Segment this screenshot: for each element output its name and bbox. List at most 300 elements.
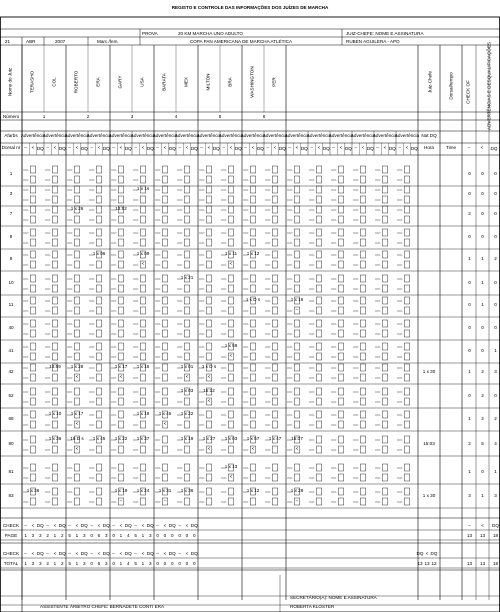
summary-cell: DQ: [146, 523, 154, 528]
warning-entry: <: [185, 374, 189, 379]
entry-box: [272, 206, 277, 213]
entry-box: [118, 186, 123, 193]
dash-label: –: [332, 145, 335, 150]
judge-number: 3: [130, 114, 134, 119]
warning-entry: 15:12: [203, 388, 215, 393]
entry-box: [184, 464, 189, 471]
entry-box: [162, 353, 167, 360]
entry-box: [382, 320, 387, 327]
entry-box: [272, 239, 277, 246]
entry-box: [52, 229, 57, 236]
entry-box: [404, 297, 409, 304]
judge-name: GARY: [117, 75, 123, 89]
entry-box: [382, 411, 387, 418]
dorsal-number: 7: [9, 211, 13, 216]
entry-box: [316, 353, 321, 360]
entry-box: [338, 330, 343, 337]
entry-box: [184, 498, 189, 505]
entry-box: [74, 398, 79, 405]
summary-cell: 0: [185, 561, 189, 566]
entry-box: [30, 446, 35, 453]
check-of-value: 0: [468, 171, 471, 176]
entry-box: [206, 297, 211, 304]
dorsal-tempo-label: Dorsal/tempo: [448, 72, 454, 100]
entry-box: [162, 196, 167, 203]
entry-box: [250, 261, 255, 268]
entry-box: [338, 446, 343, 453]
dorsal-number: 1: [9, 171, 13, 176]
entry-box: [206, 353, 211, 360]
entry-box: [96, 474, 101, 481]
entry-box: [228, 186, 233, 193]
entry-box: [272, 498, 277, 505]
warning-entry: –: [119, 498, 123, 503]
prova-label: PROVA: [142, 31, 158, 36]
entry-box: [404, 464, 409, 471]
entry-box: [360, 320, 365, 327]
summary-check-cell: 18: [492, 561, 499, 566]
warning-entry: 1 x 22: [180, 411, 194, 416]
entry-box: [316, 374, 321, 381]
entry-box: [206, 307, 211, 314]
entry-box: [294, 411, 299, 418]
entry-box: [250, 320, 255, 327]
entry-box: [360, 166, 365, 173]
entry-box: [228, 374, 233, 381]
prova-value: 20 KM MARCHA UNO ADULTO: [178, 31, 243, 36]
entry-box: [228, 320, 233, 327]
entry-box: [316, 464, 321, 471]
entry-box: [272, 446, 277, 453]
entry-box: [404, 488, 409, 495]
summary-cell: 0: [156, 561, 159, 566]
summary-cell: 1: [141, 533, 145, 538]
summary-cell: <: [97, 551, 101, 556]
summary-cell: 4: [126, 561, 130, 566]
check-of-value: 2: [468, 441, 471, 446]
dorsal-number: 10: [8, 280, 14, 285]
advertencia-label: Advertência: [130, 133, 156, 138]
check-of-value: 1: [481, 493, 484, 498]
entry-box: [272, 285, 277, 292]
check-of-value: 1: [468, 256, 471, 261]
summary-cell: –: [134, 551, 137, 556]
entry-box: [404, 206, 409, 213]
entry-box: [228, 275, 233, 282]
entry-box: [250, 474, 255, 481]
entry-box: [52, 330, 57, 337]
entry-box: [30, 330, 35, 337]
entry-box: [382, 206, 387, 213]
dash-label: –: [310, 145, 313, 150]
entry-box: [52, 488, 57, 495]
entry-box: [360, 421, 365, 428]
entry-box: [404, 320, 409, 327]
check-of-value: 2: [481, 416, 484, 421]
lt-label: <: [383, 145, 387, 150]
warning-entry: <: [229, 474, 233, 479]
warning-entry: 1 x 12: [246, 251, 260, 256]
warning-entry: <: [163, 421, 167, 426]
warning-entry: 1 x 12: [246, 488, 260, 493]
entry-box: [404, 474, 409, 481]
entry-box: [338, 464, 343, 471]
entry-box: [118, 398, 123, 405]
entry-box: [30, 285, 35, 292]
entry-box: [96, 421, 101, 428]
entry-box: [162, 343, 167, 350]
warning-entry: 1 x 21: [180, 275, 194, 280]
entry-box: [316, 176, 321, 183]
summary-cell: 1: [75, 561, 79, 566]
entry-box: [118, 176, 123, 183]
dorsal-number: 41: [8, 348, 14, 353]
summary-cell: DQ: [168, 551, 176, 556]
entry-box: [118, 411, 123, 418]
date-month: ABR: [26, 39, 36, 44]
entry-box: [96, 176, 101, 183]
entry-box: [250, 166, 255, 173]
dash-label: –: [200, 145, 203, 150]
entry-box: [52, 464, 57, 471]
entry-box: [272, 166, 277, 173]
summary-cell: <: [31, 523, 35, 528]
summary-cell: <: [185, 523, 189, 528]
warning-entry: <: [229, 353, 233, 358]
entry-box: [162, 239, 167, 246]
judge-number: 4: [174, 114, 178, 119]
afarbs-label: Afarbs: [4, 133, 18, 138]
entry-box: [338, 374, 343, 381]
entry-box: [316, 206, 321, 213]
entry-box: [404, 216, 409, 223]
entry-box: [162, 374, 167, 381]
lt-label: <: [119, 145, 123, 150]
warning-entry: 15:07: [291, 436, 303, 441]
entry-box: [382, 421, 387, 428]
entry-box: [206, 216, 211, 223]
summary-cell: 1: [119, 561, 123, 566]
entry-box: [250, 353, 255, 360]
summary-cell: 3: [38, 561, 42, 566]
check-of-value: 0: [481, 348, 484, 353]
entry-box: [404, 229, 409, 236]
entry-box: [206, 166, 211, 173]
entry-box: [52, 251, 57, 258]
dq-label: DQ: [58, 146, 66, 151]
entry-box: [316, 446, 321, 453]
entry-box: [206, 229, 211, 236]
summary-cell: –: [90, 523, 93, 528]
entry-box: [206, 186, 211, 193]
entry-box: [184, 330, 189, 337]
entry-box: [184, 446, 189, 453]
summary-cell: DQ: [80, 551, 88, 556]
entry-box: [316, 251, 321, 258]
entry-box: [184, 176, 189, 183]
check-of-value: 2: [468, 211, 471, 216]
entry-box: [404, 498, 409, 505]
summary-cell: 0: [170, 533, 174, 538]
entry-box: [338, 474, 343, 481]
judge-number: 1: [42, 114, 46, 119]
entry-box: [184, 251, 189, 258]
entry-box: [360, 216, 365, 223]
summary-cell: <: [53, 551, 57, 556]
entry-box: [74, 176, 79, 183]
entry-box: [96, 229, 101, 236]
warning-entry: 1 x 11: [224, 251, 238, 256]
entry-box: [52, 474, 57, 481]
entry-box: [338, 498, 343, 505]
summary-cell: 0: [170, 561, 174, 566]
entry-box: [250, 411, 255, 418]
entry-box: [338, 251, 343, 258]
advertencia-label: Advertência: [174, 133, 200, 138]
lt-label: <: [31, 145, 35, 150]
entry-box: [140, 206, 145, 213]
entry-box: [360, 498, 365, 505]
entry-box: [250, 498, 255, 505]
entry-box: [118, 388, 123, 395]
dorsal-number: 42: [8, 369, 14, 374]
warning-entry: 1 x 27: [202, 436, 216, 441]
chief-summary: DQ: [430, 551, 438, 556]
summary-cell: 6: [97, 533, 101, 538]
entry-box: [294, 464, 299, 471]
entry-box: [338, 364, 343, 371]
entry-box: [118, 275, 123, 282]
entry-box: [316, 285, 321, 292]
entry-box: [30, 239, 35, 246]
entry-box: [360, 464, 365, 471]
entry-box: [360, 275, 365, 282]
dash-label: –: [68, 145, 71, 150]
chief-summary: <: [425, 551, 429, 556]
entry-box: [228, 488, 233, 495]
entry-box: [360, 488, 365, 495]
entry-box: [316, 261, 321, 268]
warning-entry: <: [119, 374, 123, 379]
summary-cell: DQ: [190, 551, 198, 556]
chief-total: 13: [417, 561, 423, 566]
entry-box: [294, 374, 299, 381]
warning-entry: <: [75, 421, 79, 426]
summary-cell: <: [163, 551, 167, 556]
entry-box: [382, 374, 387, 381]
entry-box: [140, 374, 145, 381]
entry-box: [272, 251, 277, 258]
entry-box: [272, 261, 277, 268]
advertencia-label: Advertência: [372, 133, 398, 138]
entry-box: [382, 186, 387, 193]
summary-cell: 5: [134, 533, 137, 538]
summary-cell: –: [156, 523, 159, 528]
time-label: Time: [445, 145, 457, 150]
entry-box: [404, 275, 409, 282]
entry-box: [338, 261, 343, 268]
entry-box: [96, 343, 101, 350]
entry-box: [96, 364, 101, 371]
entry-box: [316, 275, 321, 282]
entry-box: [272, 297, 277, 304]
entry-box: [184, 297, 189, 304]
advertencia-label: Advertência: [108, 133, 134, 138]
entry-box: [228, 398, 233, 405]
entry-box: [316, 436, 321, 443]
dorsal-number: 81: [8, 469, 14, 474]
warning-entry: 1 x 15: [136, 364, 150, 369]
check-lt: <: [480, 145, 484, 150]
check-dash: –: [467, 145, 471, 150]
entry-box: [96, 166, 101, 173]
summary-cell: 6: [97, 561, 101, 566]
check-of-value: 1: [481, 302, 484, 307]
entry-box: [184, 343, 189, 350]
hora-label: Hora: [424, 145, 434, 150]
entry-box: [360, 330, 365, 337]
entry-box: [294, 364, 299, 371]
entry-box: [74, 196, 79, 203]
summary-check-cell: 13: [479, 561, 486, 566]
entry-box: [404, 364, 409, 371]
entry-box: [404, 446, 409, 453]
check-of-value: 5: [481, 441, 484, 446]
entry-box: [74, 166, 79, 173]
warning-entry: <: [207, 374, 211, 379]
entry-box: [250, 374, 255, 381]
entry-box: [338, 186, 343, 193]
entry-box: [52, 374, 57, 381]
dash-label: –: [178, 145, 181, 150]
summary-cell: –: [156, 551, 159, 556]
advertencia-label: Advertência: [328, 133, 354, 138]
entry-box: [96, 320, 101, 327]
dorsal-number: 62: [8, 393, 14, 398]
entry-box: [30, 206, 35, 213]
entry-box: [250, 343, 255, 350]
judge-country: PER: [271, 77, 277, 87]
entry-box: [206, 176, 211, 183]
check-of-value: 0: [494, 302, 497, 307]
lt-label: <: [339, 145, 343, 150]
dq-label: DQ: [366, 146, 374, 151]
warning-entry: 1 x 36: [26, 488, 40, 493]
entry-box: [250, 186, 255, 193]
entry-box: [228, 330, 233, 337]
entry-box: [74, 307, 79, 314]
dash-label: –: [156, 145, 159, 150]
warning-entry: 1 x 24: [136, 488, 150, 493]
dq-label: DQ: [278, 146, 286, 151]
entry-box: [228, 285, 233, 292]
entry-box: [294, 196, 299, 203]
warning-entry: 13:52: [115, 206, 127, 211]
entry-box: [184, 216, 189, 223]
entry-box: [272, 398, 277, 405]
summary-check-cell: 13: [479, 533, 486, 538]
entry-box: [30, 176, 35, 183]
summary-cell: –: [46, 523, 49, 528]
entry-box: [30, 297, 35, 304]
entry-box: [206, 275, 211, 282]
warning-entry: <: [229, 261, 233, 266]
entry-box: [272, 421, 277, 428]
summary-check-cell: 13: [466, 561, 473, 566]
entry-box: [118, 343, 123, 350]
lt-label: <: [185, 145, 189, 150]
entry-box: [404, 436, 409, 443]
entry-box: [30, 353, 35, 360]
check-of-label: CHECK OF: [465, 80, 471, 104]
entry-box: [316, 364, 321, 371]
summary-cell: DQ: [36, 523, 44, 528]
dash-label: –: [244, 145, 247, 150]
entry-box: [360, 239, 365, 246]
entry-box: [162, 176, 167, 183]
warning-entry: 1 x 13: [224, 464, 238, 469]
summary-cell: <: [75, 551, 79, 556]
summary-cell: –: [112, 551, 115, 556]
entry-box: [118, 239, 123, 246]
entry-box: [96, 446, 101, 453]
lt-label: <: [405, 145, 409, 150]
advertencia-label: Advertência: [86, 133, 112, 138]
entry-box: [162, 307, 167, 314]
entry-box: [404, 343, 409, 350]
entry-box: [96, 275, 101, 282]
entry-box: [140, 498, 145, 505]
lt-label: <: [97, 145, 101, 150]
summary-check-cell: –: [468, 523, 471, 528]
check-of-value: 0: [494, 393, 497, 398]
warning-entry: 1 x 03: [224, 436, 238, 441]
entry-box: [404, 421, 409, 428]
adv-desqual-label: ADVERTÊNCIAS E DESQUALIFICAÇÕES: [486, 42, 492, 130]
entry-box: [250, 364, 255, 371]
entry-box: [30, 464, 35, 471]
entry-box: [140, 176, 145, 183]
entry-box: [228, 446, 233, 453]
entry-box: [52, 446, 57, 453]
entry-box: [360, 474, 365, 481]
entry-box: [228, 364, 233, 371]
entry-box: [74, 464, 79, 471]
entry-box: [52, 498, 57, 505]
entry-box: [118, 307, 123, 314]
summary-cell: <: [163, 523, 167, 528]
entry-box: [382, 307, 387, 314]
entry-box: [250, 216, 255, 223]
entry-box: [52, 307, 57, 314]
entry-box: [228, 421, 233, 428]
dq-label: DQ: [388, 146, 396, 151]
entry-box: [294, 251, 299, 258]
entry-box: [382, 166, 387, 173]
dorsal-label: Dorsal nr: [1, 145, 21, 150]
entry-box: [140, 398, 145, 405]
warning-entry: 1 x 17: [70, 411, 84, 416]
entry-box: [118, 229, 123, 236]
check-of-value: 1: [468, 469, 471, 474]
entry-box: [30, 436, 35, 443]
entry-box: [360, 388, 365, 395]
entry-box: [162, 320, 167, 327]
entry-box: [338, 343, 343, 350]
lt-label: <: [229, 145, 233, 150]
judge-country: COL: [51, 77, 57, 87]
entry-box: [52, 261, 57, 268]
